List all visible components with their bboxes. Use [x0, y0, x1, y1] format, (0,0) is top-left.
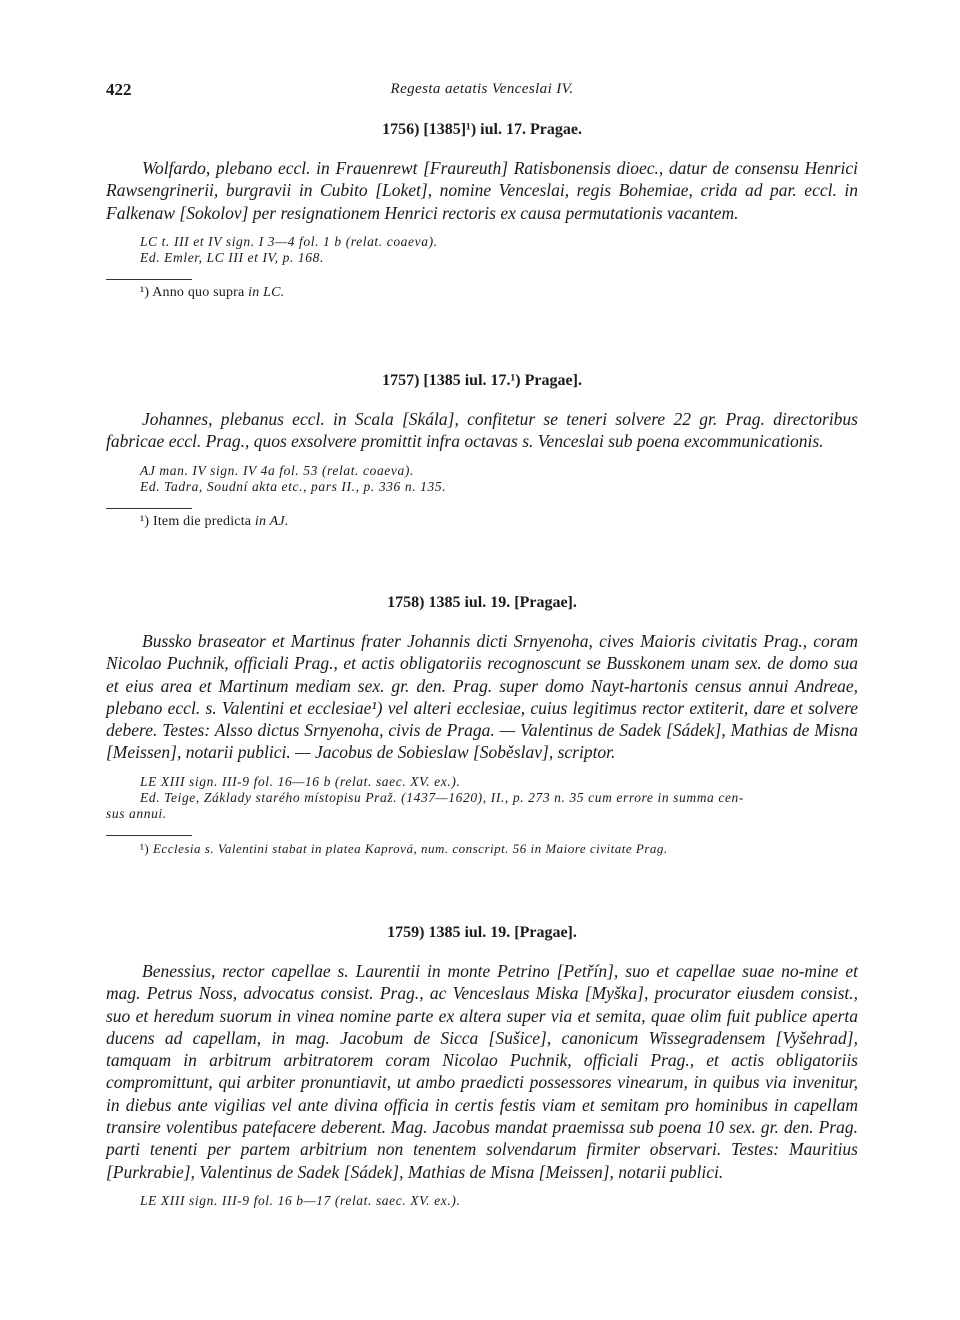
source-line: LE XIII sign. III-9 fol. 16—16 b (relat. saec. XV. ex.).: [140, 773, 461, 789]
source-line: sus annui.: [106, 805, 167, 821]
entry-heading: 1756) [1385]¹) iul. 17. Pragae.: [382, 121, 582, 138]
footnote-rule: [106, 508, 192, 509]
entry-sources: [140, 463, 858, 495]
footnote-marker: ¹): [140, 284, 150, 300]
source-line: Ed. Tadra, Soudní akta etc., pars II., p. 336 n. 135.: [140, 478, 447, 494]
source-line: Ed. Emler, LC III et IV, p. 168.: [140, 249, 324, 265]
footnote-ref: in LC.: [248, 284, 285, 300]
entry-1756: [106, 121, 858, 301]
running-title: Regesta aetatis Venceslai IV.: [390, 81, 574, 97]
entry-sources: [140, 234, 858, 266]
source-line: LC t. III et IV sign. I 3—4 fol. 1 b (relat. coaeva).: [140, 233, 438, 249]
footnote-ref: in AJ.: [254, 513, 289, 529]
entry-1759: [106, 924, 858, 1209]
entry-text: Bussko braseator et Martinus frater Johannis dicti Srnyenoha, cives Maioris civitatis Prag., coram Nicolao Puchnik, officiali Prag., et actis obligatoriis recognoscunt se Busskonem unam sex. de domo sua et eius area et Martinum mediam sex. gr. den. Prag. super domo Nayt-hartonis census annui Andreae, plebano eccl. s. Valentini et ecclesiae¹) vel alteri ecclesiae, cuius legitimus rector extiterit, dare et solvere debere. Testes: Alsso dictus Srnyenoha, civis de Praga. — Valentinus de Sadek [Sádek], Mathias de Misna [Meissen], notarii publici. — Jacobus de Sobieslaw [Soběslav], scriptor.: [106, 631, 858, 763]
footnote-marker: ¹): [140, 840, 150, 856]
entry-1757: [106, 372, 858, 530]
footnote-rule: [106, 835, 192, 836]
footnote-text: Ecclesia s. Valentini stabat in platea Kaprová, num. conscript. 56 in Maiore civitate Prag.: [152, 840, 668, 856]
footnote-marker: ¹): [140, 513, 150, 529]
entry-sources: [106, 773, 858, 822]
page-number: 422: [106, 80, 132, 99]
entry-text: Johannes, plebanus eccl. in Scala [Skála], confitetur se teneri solvere 22 gr. Prag. directoribus fabricae eccl. Prag., quos exsolvere promittit infra octavas s. Venceslai sub poena excommunicationis.: [106, 409, 858, 452]
page-header: [106, 80, 858, 102]
footnote-text: Item die predicta: [152, 513, 252, 529]
source-line: Ed. Teige, Základy starého místopisu Praž. (1437—1620), II., p. 273 n. 35 cum errore in summa cen-: [140, 789, 745, 805]
entry-heading: 1759) 1385 iul. 19. [Pragae].: [387, 924, 577, 941]
entry-sources: [140, 1193, 858, 1209]
source-line: AJ man. IV sign. IV 4a fol. 53 (relat. coaeva).: [140, 462, 414, 478]
footnote-text: Anno quo supra: [152, 284, 245, 300]
entry-heading: 1758) 1385 iul. 19. [Pragae].: [387, 594, 577, 611]
footnote: [140, 514, 858, 530]
entry-1758: [106, 594, 858, 857]
footnote: [140, 285, 858, 301]
entry-heading: 1757) [1385 iul. 17.¹) Pragae].: [382, 372, 582, 389]
footnote: [140, 841, 858, 857]
footnote-rule: [106, 279, 192, 280]
entry-text: Wolfardo, plebano eccl. in Frauenrewt [Fraureuth] Ratisbonensis dioec., datur de consensu Henrici Rawsengrinerii, burgravii in Cubito [Loket], nomine Venceslai, regis Bohemiae, crida ad par. eccl. in Falkenaw [Sokolov] per resignationem Henrici rectoris ex causa permutationis vacantem.: [106, 158, 858, 223]
source-line: LE XIII sign. III-9 fol. 16 b—17 (relat. saec. XV. ex.).: [140, 1192, 461, 1208]
entry-text: Benessius, rector capellae s. Laurentii in monte Petrino [Petřín], suo et capellae suae no-mine et mag. Petrus Noss, advocatus consist. Prag., ac Venceslaus Miska [Myška], procurator eiusdem consist., suo et heredum suorum in vinea nomine parte ex altera super via et semita, quae olim fuit publice aperta ducens ad capellam, in mag. Jacobum de Sicca [Sušice], canonicum Wissegradensem [Vyšehrad], tamquam in arbitrum arbitratorem coram Nicolao Puchnik, officiali Prag., et actis obligatoriis compromittunt, qui arbiter pronuntiavit, ut ambo praedicti possessores vinearum, in quibus via invenitur, in diebus ante vigilias vel ante divina officia in certis festis viam et semitam pro hominibus in capellam transire volentibus patefacere deberent. Mag. Jacobus mandat praemissa sub poena 10 sex. gr. den. Prag. parti tenenti per partem arbitrium non tenentem solvendarum firmiter observari. Testes: Mauritius [Purkrabie], Valentinus de Sadek [Sádek], Mathias de Misna [Meissen], notarii publici.: [106, 961, 858, 1182]
